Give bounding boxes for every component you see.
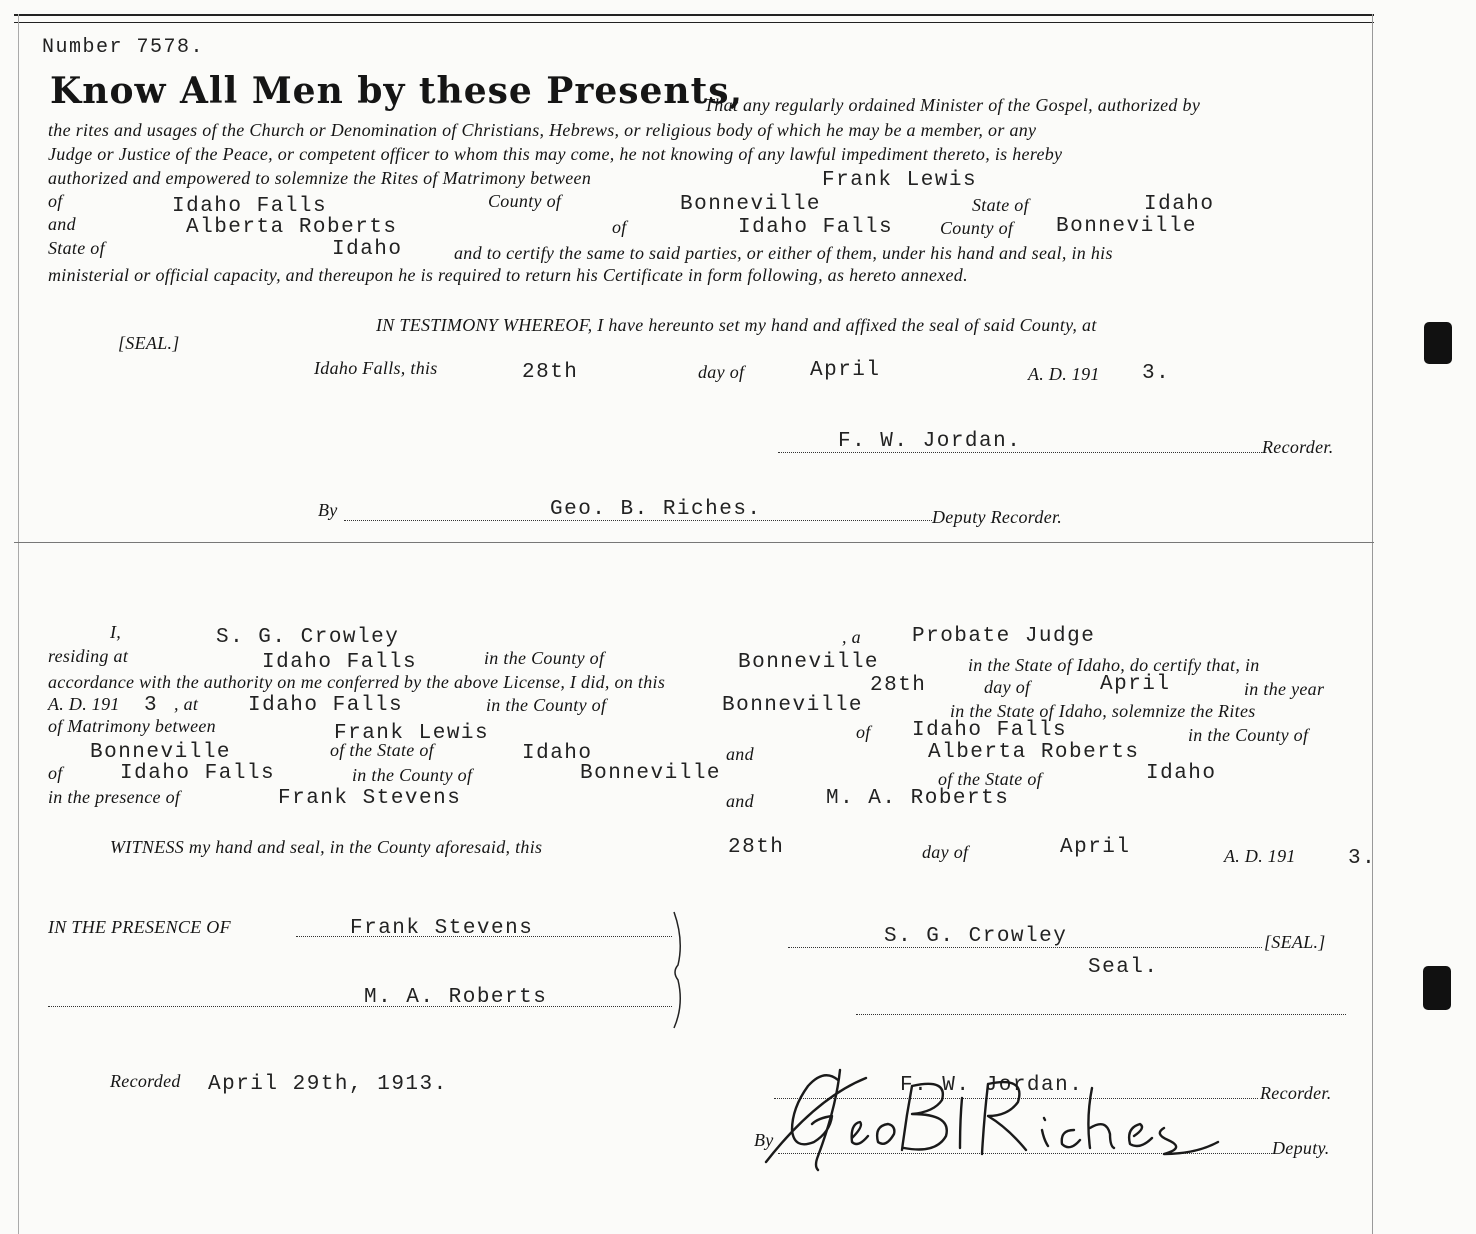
- right-border: [1372, 14, 1373, 1234]
- witness-year-digit: 3.: [1348, 847, 1377, 870]
- in-county-label: in the County of: [1188, 725, 1309, 745]
- signer-name: S. G. Crowley: [884, 925, 1068, 948]
- recorder-label: Recorder.: [1262, 437, 1334, 457]
- at-label: , at: [174, 694, 199, 714]
- section-divider: [14, 542, 1374, 543]
- state-of-label-2: State of: [48, 238, 105, 258]
- witness-day-of-label: day of: [922, 842, 969, 862]
- license-day: 28th: [522, 361, 579, 384]
- residence: Idaho Falls: [262, 651, 418, 674]
- cert-bride-city: Idaho Falls: [120, 762, 276, 785]
- witness-text: WITNESS my hand and seal, in the County aforesaid, this: [110, 837, 543, 857]
- state-text: in the State of Idaho, do certify that, in: [968, 655, 1260, 675]
- deputy-name: Geo. B. Riches.: [550, 498, 762, 521]
- intro-line-3: Judge or Justice of the Peace, or competent officer to whom this may come, he not knowing of any lawful impediment thereto, is hereby: [48, 144, 1063, 164]
- handwritten-signature: [756, 1058, 1226, 1174]
- groom-county: Bonneville: [680, 193, 822, 216]
- county-label-2: in the County of: [486, 695, 607, 715]
- bride-county: Bonneville: [1056, 215, 1198, 238]
- county-of-label: County of: [488, 191, 562, 211]
- cert-of-label-2: of: [48, 763, 63, 783]
- recorded-label: Recorded: [110, 1071, 181, 1091]
- county-of-label-2: County of: [940, 218, 1014, 238]
- cert-year-digit: 3: [144, 694, 159, 717]
- of-state-label-2: of the State of: [938, 769, 1042, 789]
- license-month: April: [810, 359, 881, 382]
- bride-name: Alberta Roberts: [186, 216, 398, 239]
- intro-line-4: authorized and empowered to solemnize the Rites of Matrimony between: [48, 168, 592, 188]
- recorder-name: F. W. Jordan.: [838, 430, 1022, 453]
- final-recorder-name: F. W. Jordan.: [900, 1074, 1084, 1097]
- license-heading: Know All Men by these Presents,: [50, 70, 744, 112]
- recorded-date: April 29th, 1913.: [208, 1073, 448, 1096]
- sig-witness-1: Frank Stevens: [350, 917, 534, 940]
- cert-and-label: and: [726, 744, 754, 764]
- top-border-inner: [14, 22, 1374, 23]
- witness-month: April: [1060, 836, 1131, 859]
- cert-month: April: [1100, 673, 1171, 696]
- certify-line-1: and to certify the same to said parties, or either of them, under his hand and seal, in his: [454, 243, 1113, 263]
- presence-label: in the presence of: [48, 787, 181, 807]
- cert-bride-state: Idaho: [1146, 762, 1217, 785]
- by-label: By: [318, 500, 338, 520]
- day-of-label: day of: [698, 362, 745, 382]
- county: Bonneville: [738, 651, 880, 674]
- cert-of-label: of: [856, 722, 871, 742]
- final-by-label: By: [754, 1130, 774, 1150]
- seal-text: Seal.: [1088, 956, 1159, 979]
- cert-groom-state: Idaho: [522, 742, 593, 765]
- signer-seal-label: [SEAL.]: [1264, 932, 1326, 952]
- cert-place: Idaho Falls: [248, 694, 404, 717]
- cert-groom-county: Bonneville: [90, 741, 232, 764]
- intro-line-1: That any regularly ordained Minister of the Gospel, authorized by: [704, 95, 1201, 115]
- a-label: , a: [842, 627, 861, 647]
- residing-label: residing at: [48, 646, 129, 666]
- cert-witness-1: Frank Stevens: [278, 787, 462, 810]
- presence-of-label: IN THE PRESENCE OF: [48, 917, 231, 937]
- county-label: in the County of: [484, 648, 605, 668]
- cert-day: 28th: [870, 674, 927, 697]
- ad-label: A. D. 191: [1028, 364, 1100, 384]
- license-number: Number 7578.: [42, 36, 205, 59]
- accordance-line: accordance with the authority on me conferred by the above License, I did, on this: [48, 672, 666, 692]
- witness-bracket: [668, 910, 688, 1030]
- cert-bride-county: Bonneville: [580, 762, 722, 785]
- cert-groom-city: Idaho Falls: [912, 719, 1068, 742]
- groom-name: Frank Lewis: [822, 169, 978, 192]
- witness-day: 28th: [728, 836, 785, 859]
- final-deputy-label: Deputy.: [1272, 1138, 1330, 1158]
- cert-county-2: Bonneville: [722, 694, 864, 717]
- of-label-2: of: [612, 217, 627, 237]
- state-of-label: State of: [972, 195, 1029, 215]
- officiant-name: S. G. Crowley: [216, 626, 400, 649]
- solemnize-text: in the State of Idaho, solemnize the Rites: [950, 701, 1256, 721]
- of-state-label: of the State of: [330, 740, 434, 760]
- left-border: [18, 14, 19, 1234]
- of-label: of: [48, 191, 63, 211]
- seal-line: [856, 1014, 1346, 1015]
- intro-line-2: the rites and usages of the Church or Denomination of Christians, Hebrews, or religious body of which he may be a member, or any: [48, 120, 1037, 140]
- witness-ad-label: A. D. 191: [1224, 846, 1296, 866]
- bride-state: Idaho: [332, 238, 403, 261]
- sig-witness-2: M. A. Roberts: [364, 986, 548, 1009]
- cert-witness-2: M. A. Roberts: [826, 787, 1010, 810]
- binder-tab-top: [1424, 322, 1452, 364]
- in-year-label: in the year: [1244, 679, 1325, 699]
- place-label: Idaho Falls, this: [314, 358, 438, 378]
- officiant-title: Probate Judge: [912, 625, 1096, 648]
- in-county-label-2: in the County of: [352, 765, 473, 785]
- cert-and-label-2: and: [726, 791, 754, 811]
- deputy-recorder-label: Deputy Recorder.: [932, 507, 1063, 527]
- cert-day-of-label: day of: [984, 677, 1031, 697]
- cert-groom: Frank Lewis: [334, 722, 490, 745]
- witness-line-2: [48, 1006, 672, 1007]
- license-year-digit: 3.: [1142, 362, 1171, 385]
- groom-state: Idaho: [1144, 193, 1215, 216]
- cert-ad-label: A. D. 191: [48, 694, 120, 714]
- final-recorder-label: Recorder.: [1260, 1083, 1332, 1103]
- certify-line-2: ministerial or official capacity, and thereupon he is required to return his Certificate in form following, as hereto annexed.: [48, 265, 968, 285]
- groom-city: Idaho Falls: [172, 195, 328, 218]
- license-seal-label: [SEAL.]: [118, 333, 180, 353]
- testimony-line: IN TESTIMONY WHEREOF, I have hereunto set my hand and affixed the seal of said County, at: [376, 315, 1097, 335]
- bride-city: Idaho Falls: [738, 216, 894, 239]
- cert-bride: Alberta Roberts: [928, 741, 1140, 764]
- and-label: and: [48, 214, 76, 234]
- matrimony-label: of Matrimony between: [48, 716, 216, 736]
- top-border: [14, 14, 1374, 16]
- binder-tab-bottom: [1423, 966, 1451, 1010]
- i-label: I,: [110, 622, 122, 642]
